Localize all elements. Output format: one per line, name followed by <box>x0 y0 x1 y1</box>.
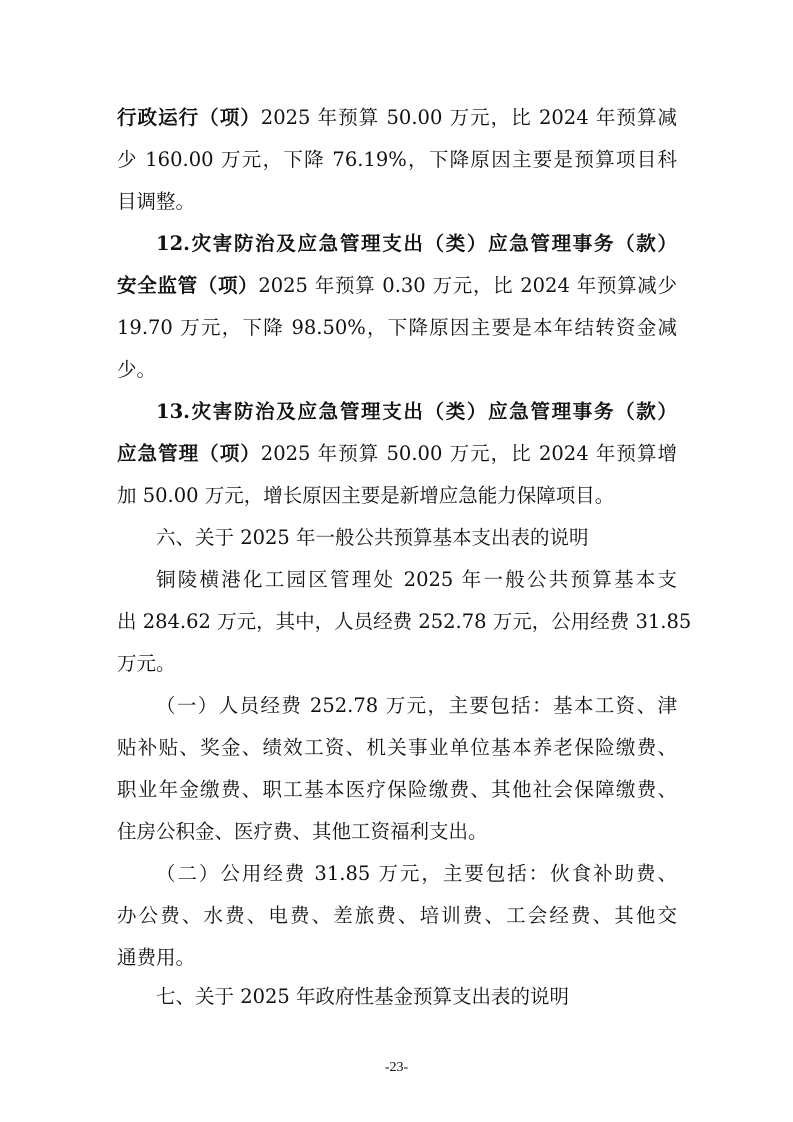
body-text: 万元。 <box>117 652 176 675</box>
body-text: 2025 年预算 50.00 万元，比 2024 年预算减 <box>260 106 677 129</box>
body-text: （二）公用经费 31.85 万元，主要包括：伙食补助费、 <box>156 862 677 885</box>
bold-heading: 13.灾害防治及应急管理支出（类）应急管理事务（款） <box>156 400 677 423</box>
body-text: 2025 年预算 0.30 万元，比 2024 年预算减少 <box>258 274 677 297</box>
bold-heading: 安全监管（项） <box>117 274 259 297</box>
body-text: 职业年金缴费、职工基本医疗保险缴费、其他社会保障缴费、 <box>117 778 677 801</box>
text-line <box>117 98 677 138</box>
text-line <box>117 812 677 852</box>
text-line <box>117 896 677 936</box>
text-line <box>117 770 677 810</box>
body-text: 19.70 万元，下降 98.50%，下降原因主要是本年结转资金减 <box>117 316 677 339</box>
heading-text: 七、关于 2025 年政府性基金预算支出表的说明 <box>156 985 570 1008</box>
text-line <box>117 266 677 306</box>
bold-heading: 应急管理（项） <box>117 442 261 465</box>
text-line <box>117 182 677 222</box>
text-line <box>156 224 677 264</box>
body-text: 贴补贴、奖金、绩效工资、机关事业单位基本养老保险缴费、 <box>117 736 677 759</box>
text-line <box>156 686 677 726</box>
body-text: 铜陵横港化工园区管理处 2025 年一般公共预算基本支 <box>156 568 677 591</box>
text-line <box>117 644 677 684</box>
body-text: 少 160.00 万元，下降 76.19%，下降原因主要是预算项目科 <box>117 148 677 171</box>
body-text: 通费用。 <box>117 946 196 969</box>
bold-heading: 行政运行（项） <box>117 106 261 129</box>
text-line <box>117 434 677 474</box>
body-text: 住房公积金、医疗费、其他工资福利支出。 <box>117 820 488 843</box>
text-line <box>156 392 677 432</box>
text-line <box>117 728 677 768</box>
body-text: 少。 <box>117 358 157 381</box>
text-line <box>117 140 677 180</box>
body-text: 出 284.62 万元，其中，人员经费 252.78 万元，公用经费 31.85 <box>117 610 692 633</box>
text-line <box>156 854 677 894</box>
section-heading <box>156 977 677 1017</box>
text-line <box>117 938 677 978</box>
section-heading <box>156 518 677 558</box>
page-number: -23- <box>384 1060 409 1075</box>
bold-heading: 12.灾害防治及应急管理支出（类）应急管理事务（款） <box>156 232 677 255</box>
text-line <box>156 560 677 600</box>
text-line <box>117 476 677 516</box>
body-text: 办公费、水费、电费、差旅费、培训费、工会经费、其他交 <box>117 904 677 927</box>
body-text: 加 50.00 万元，增长原因主要是新增应急能力保障项目。 <box>117 484 615 507</box>
body-text: 目调整。 <box>117 190 196 213</box>
text-line <box>117 350 677 390</box>
body-text: 2025 年预算 50.00 万元，比 2024 年预算增 <box>260 442 677 465</box>
body-text: （一）人员经费 252.78 万元，主要包括：基本工资、津 <box>156 694 677 717</box>
text-line <box>117 602 692 642</box>
text-line <box>117 308 677 348</box>
heading-text: 六、关于 2025 年一般公共预算基本支出表的说明 <box>156 526 589 549</box>
